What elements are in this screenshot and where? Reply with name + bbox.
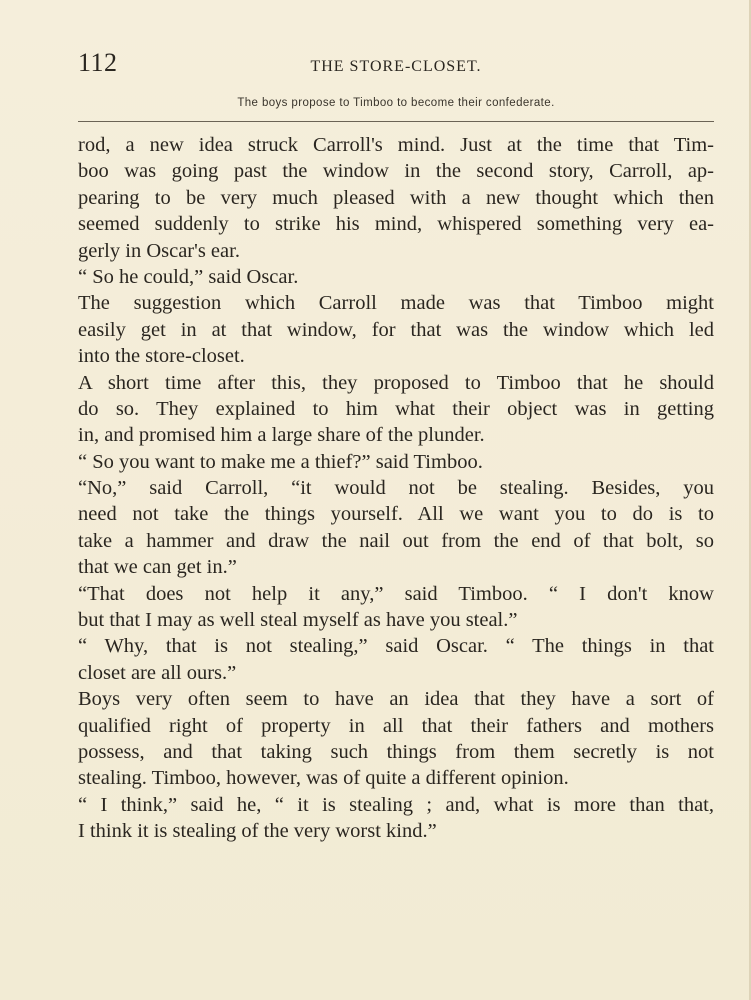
text-line: “ So you want to make me a thief?” said Timboo. (78, 450, 483, 473)
text-line: that we can get in.” (78, 556, 237, 579)
text-line: “ I think,” said he, “ it is stealing ; and, what is more than that, (78, 793, 714, 816)
page-header (78, 48, 714, 82)
text-line: Boys very often seem to have an idea that they have a sort of (78, 688, 714, 711)
header-rule (78, 121, 714, 122)
text-line: pearing to be very much pleased with a new thought which then (78, 186, 714, 209)
text-line: A short time after this, they proposed to Timboo that he should (78, 371, 714, 394)
text-line: boo was going past the window in the second story, Carroll, ap- (78, 160, 714, 183)
text-line: but that I may as well steal myself as have you steal.” (78, 609, 518, 632)
text-line: gerly in Oscar's ear. (78, 239, 240, 262)
text-line: possess, and that taking such things from them secretly is not (78, 740, 714, 763)
page-number: 112 (78, 48, 118, 77)
text-line: easily get in at that window, for that was the window which led (78, 318, 714, 341)
text-line: take a hammer and draw the nail out from the end of that bolt, so (78, 529, 714, 552)
text-line: do so. They explained to him what their object was in getting (78, 397, 714, 420)
body-text (78, 132, 714, 845)
text-line: seemed suddenly to strike his mind, whispered something very ea- (78, 213, 714, 236)
text-line: “That does not help it any,” said Timboo. “ I don't know (78, 582, 714, 605)
text-line: closet are all ours.” (78, 661, 237, 684)
text-line: into the store-closet. (78, 345, 245, 368)
text-line: rod, a new idea struck Carroll's mind. Just at the time that Tim- (78, 134, 714, 156)
text-line: The suggestion which Carroll made was that Timboo might (78, 292, 714, 315)
chapter-subhead: The boys propose to Timboo to become their confederate. (237, 97, 555, 109)
text-line: stealing. Timboo, however, was of quite a different opinion. (78, 767, 569, 790)
text-line: qualified right of property in all that their fathers and mothers (78, 714, 714, 737)
text-line: “ So he could,” said Oscar. (78, 265, 299, 288)
text-line: need not take the things yourself. All we want you to do is to (78, 503, 714, 526)
text-line: “No,” said Carroll, “it would not be stealing. Besides, you (78, 477, 714, 500)
text-line: “ Why, that is not stealing,” said Oscar. “ The things in that (78, 635, 714, 658)
running-head: THE STORE-CLOSET. (310, 58, 482, 75)
text-line: in, and promised him a large share of the plunder. (78, 424, 485, 447)
text-line: I think it is stealing of the very worst kind.” (78, 820, 437, 843)
